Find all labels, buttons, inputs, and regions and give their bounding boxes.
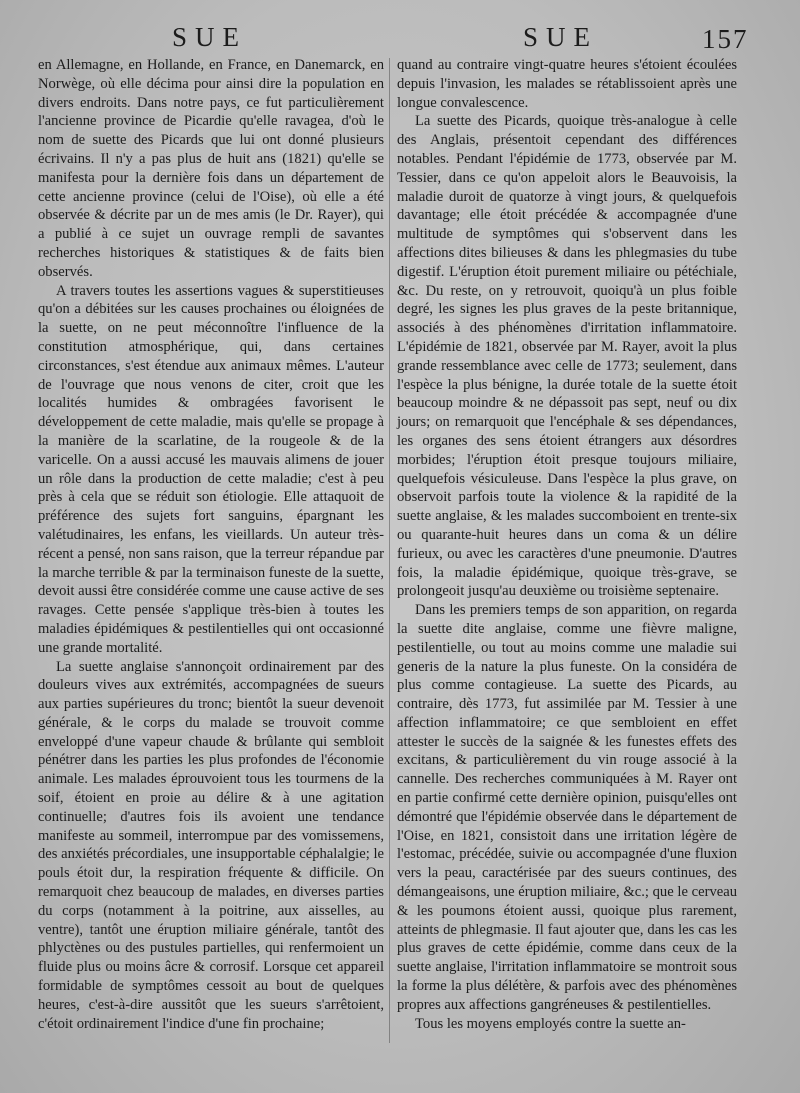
paragraph: La suette anglaise s'annonçoit ordinairement par des douleurs vives aux extrémités, accompagnées de sueurs aux parties supérieures du tronc; bientôt la sueur devenoit générale, & le corps du malade se trouvoit comme enveloppé d'une vapeur chaude & brûlante qui sembloit pénétrer dans les parties les plus profondes de l'économie animale. Les malades éprouvoient tous les tourmens de la soif, étoient en proie au délire & à une agitation continuelle; d'autres fois ils avoient une tendance manifeste au sommeil, interrompue par des vomissemens, des anxiétés précordiales, une insupportable céphalalgie; le pouls étoit dur, la respiration fréquente & difficile. On remarquoit chez beaucoup de malades, en diverses parties du corps (notamment à la poitrine, aux aisselles, au ventre), tantôt une éruption miliaire générale, tantôt des phlyctènes ou des pustules partielles, qui renfermoient un fluide plus ou moins âcre & corrosif. Lorsque cet appareil formidable de symptômes cessoit au bout de quelques heures, c'est-à-dire aussitôt que les sueurs s'arrêtoient, c'étoit ordinairement l'indice d'une fin prochaine; <box>38 658 384 1032</box>
paragraph: Tous les moyens employés contre la suette an- <box>415 1015 686 1032</box>
left-column <box>38 56 384 1033</box>
page-number: 157 <box>702 24 749 54</box>
column-divider <box>389 58 390 1043</box>
running-head-left: SUE <box>172 22 248 52</box>
right-column <box>397 56 737 1033</box>
paragraph: La suette des Picards, quoique très-analogue à celle des Anglais, présentoit cependant des différences notables. Pendant l'épidémie de 1773, observée par M. Tessier, dans ce qu'on appeloit alors le Beauvoisis, la maladie duroit de quatorze à vingt jours, & quelquefois davantage; elle étoit précédée & accompagnée d'une multitude de symptômes qui s'observent dans les affections dites bilieuses & dans les phlegmasies du tube digestif. L'éruption étoit purement miliaire ou pétéchiale, &c. Du reste, on y retrouvoit, quoiqu'à un plus foible degré, les signes les plus graves de la peste britannique, associés à des phénomènes d'irritation inflammatoire. L'épidémie de 1821, observée par M. Rayer, avoit la plus grande ressemblance avec celle de 1773; seulement, dans l'espèce la plus bénigne, la durée totale de la suette étoit beaucoup moindre & ne dépassoit pas sept, neuf ou dix jours; on remarquoit que l'encéphale & ses dépendances, les organes des sens étoient étrangers aux désordres morbides; l'éruption étoit presque toujours miliaire, quelquefois vésiculeuse. Dans l'espèce la plus grave, on observoit parfois toute la violence & la rapidité de la suette anglaise, & les malades succomboient en trente-six ou quarante-huit heures dans un coma & un délire furieux, ou avec les caractères d'une pneumonie. D'autres fois, la maladie épidémique, quoique très-grave, se prolongeoit jusqu'au deuxième ou troisième septenaire. <box>397 113 737 600</box>
paragraph: en Allemagne, en Hollande, en France, en Danemarck, en Norwège, où elle décima pour ainsi dire la population en divers endroits. Dans notre pays, ce fut particulièrement l'ancienne province de Picardie qu'elle ravagea, d'où le nom de suette des Picards que lui ont donné plusieurs écrivains. Il n'y a pas plus de huit ans (1821) qu'elle se manifesta pour la dernière fois dans un département de cette ancienne province (celui de l'Oise), où elle a été observée & décrite par un de mes amis (le Dr. Rayer), qui a publié à ce sujet un ouvrage rempli de savantes recherches historiques & statistiques & de faits bien observés. <box>38 57 384 280</box>
running-head-right: SUE <box>523 22 599 52</box>
paragraph: Dans les premiers temps de son apparition, on regarda la suette dite anglaise, comme une fièvre maligne, pestilentielle, ou tout au moins comme une maladie sui generis de la nature la plus funeste. On la considéra de plus comme contagieuse. La suette des Picards, au contraire, dès 1773, fut assimilée par M. Tessier à une affection inflammatoire; ce que sembloient en effet attester le succès de la saignée & les funestes effets des excitans, & particulièrement du vin rouge associé à la cannelle. Des recherches communiquées à M. Rayer ont en partie confirmé cette dernière opinion, puisqu'elles ont démontré que l'épidémie observée dans le département de l'Oise, en 1821, consistoit dans une irritation légère de l'estomac, précédée, suivie ou accompagnée d'une fluxion vers la peau, caractérisée par des sueurs continues, des démangeaisons, une éruption miliaire, &c.; que le cerveau & les poumons étoient aussi, quoique plus rarement, atteints de phlegmasie. Il faut ajouter que, dans les cas les plus graves de cette épidémie, comme dans ceux de la suette anglaise, l'irritation inflammatoire se montroit sous la forme la plus délétère, & parfois avec des phénomènes propres aux affections gangréneuses & pestilentielles. <box>397 602 737 1013</box>
paragraph: quand au contraire vingt-quatre heures s'étoient écoulées depuis l'invasion, les malades se rétablissoient après une longue convalescence. <box>397 57 737 111</box>
paragraph: A travers toutes les assertions vagues & superstitieuses qu'on a débitées sur les causes prochaines ou éloignées de la suette, on ne peut méconnoître l'influence de la constitution atmosphérique, qui, dans certaines circonstances, s'est étendue aux animaux mêmes. L'auteur de l'ouvrage que nous venons de citer, croit que les localités humides & ombragées favorisent le développement de cette maladie, mais qu'elle se propage à la manière de la scarlatine, de la rougeole & de la varicelle. On a aussi accusé les mauvais alimens de jouer un rôle dans la production de cette maladie; c'est à peu près à cela que se réduit son étiologie. Elle attaquoit de préférence des sujets fort sanguins, épargnant les valétudinaires, les enfans, les vieillards. Un auteur très-récent a pensé, non sans raison, que la terreur répandue par la marche terrible & par la terminaison funeste de la suette, devoit aussi être considérée comme une cause active de ses ravages. Cette pensée s'applique très-bien à toutes les maladies épidémiques & pestilentielles qui ont occasionné une grande mortalité. <box>38 282 384 656</box>
